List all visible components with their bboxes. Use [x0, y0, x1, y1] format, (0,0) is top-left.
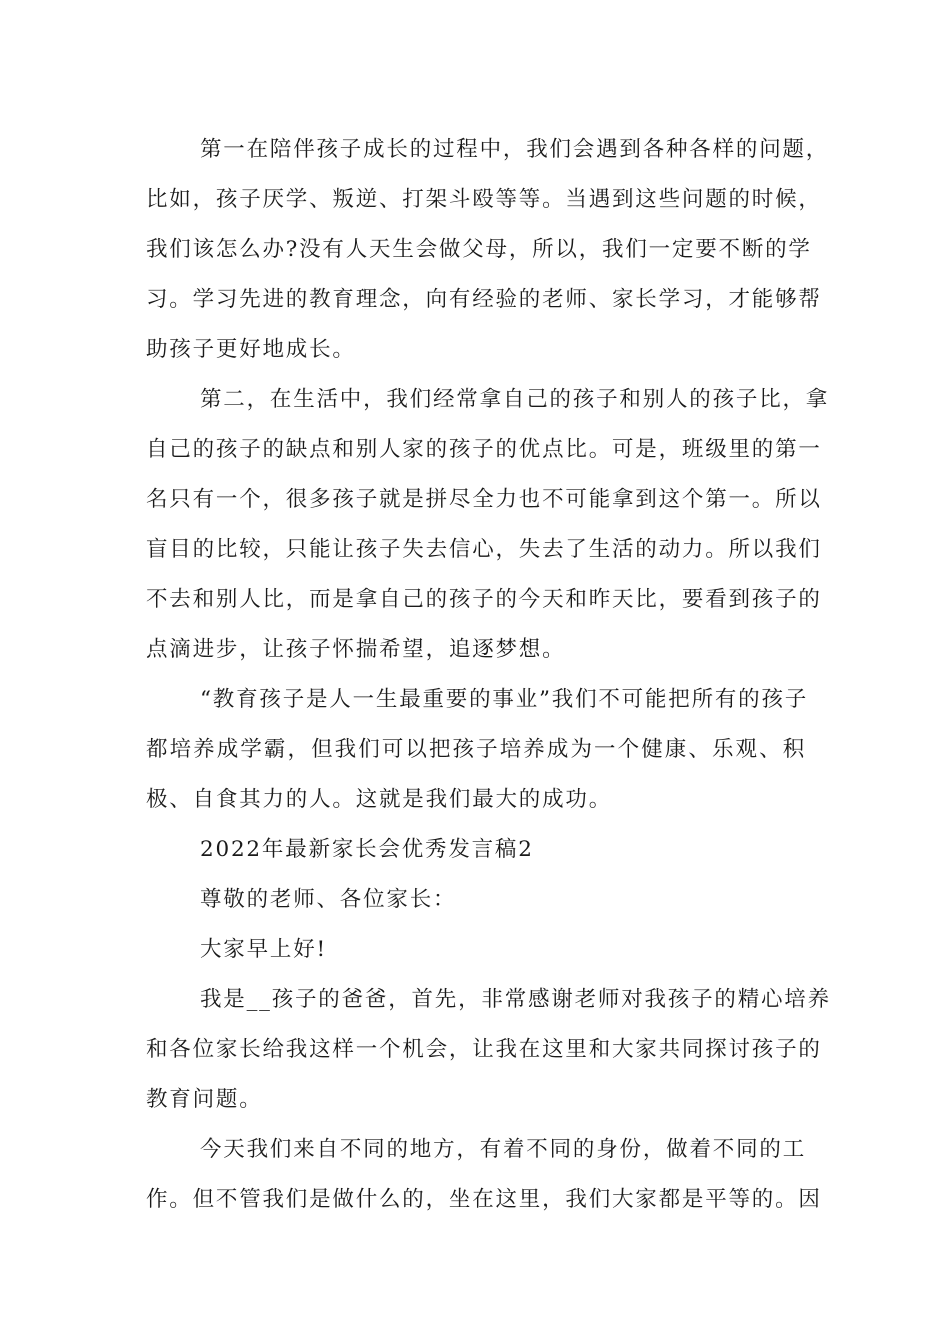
- text-line: 都培养成学霸，但我们可以把孩子培养成为一个健康、乐观、积: [146, 737, 806, 762]
- text-line: 今天我们来自不同的地方，有着不同的身份，做着不同的工: [200, 1137, 806, 1162]
- text-line: “教育孩子是人一生最重要的事业”我们不可能把所有的孩子: [200, 687, 809, 712]
- text-line: 尊敬的老师、各位家长：: [200, 887, 457, 912]
- text-line: 习。学习先进的教育理念，向有经验的老师、家长学习，才能够帮: [146, 287, 822, 312]
- text-line: 教育问题。: [146, 1087, 263, 1112]
- text-line: 第一在陪伴孩子成长的过程中，我们会遇到各种各样的问题，: [200, 137, 830, 162]
- text-line: 点滴进步，让孩子怀揣希望，追逐梦想。: [146, 637, 566, 662]
- text-line: 名只有一个，很多孩子就是拼尽全力也不可能拿到这个第一。所以: [146, 487, 822, 512]
- text-line: 极、自食其力的人。这就是我们最大的成功。: [146, 787, 613, 812]
- text-line: 助孩子更好地成长。: [146, 337, 356, 362]
- text-line: 作。但不管我们是做什么的，坐在这里，我们大家都是平等的。因: [146, 1187, 822, 1212]
- text-line: 2022年最新家长会优秀发言稿2: [200, 837, 534, 862]
- text-line: 我们该怎么办?没有人天生会做父母，所以，我们一定要不断的学: [146, 237, 812, 262]
- text-line: 和各位家长给我这样一个机会，让我在这里和大家共同探讨孩子的: [146, 1037, 822, 1062]
- text-line: 我是__孩子的爸爸，首先，非常感谢老师对我孩子的精心培养: [200, 987, 831, 1012]
- text-line: 大家早上好!: [200, 937, 327, 962]
- text-line: 比如，孩子厌学、叛逆、打架斗殴等等。当遇到这些问题的时候，: [146, 187, 822, 212]
- text-line: 自己的孩子的缺点和别人家的孩子的优点比。可是，班级里的第一: [146, 437, 822, 462]
- text-line: 第二，在生活中，我们经常拿自己的孩子和别人的孩子比，拿: [200, 387, 830, 412]
- text-line: 盲目的比较，只能让孩子失去信心，失去了生活的动力。所以我们: [146, 537, 822, 562]
- text-line: 不去和别人比，而是拿自己的孩子的今天和昨天比，要看到孩子的: [146, 587, 822, 612]
